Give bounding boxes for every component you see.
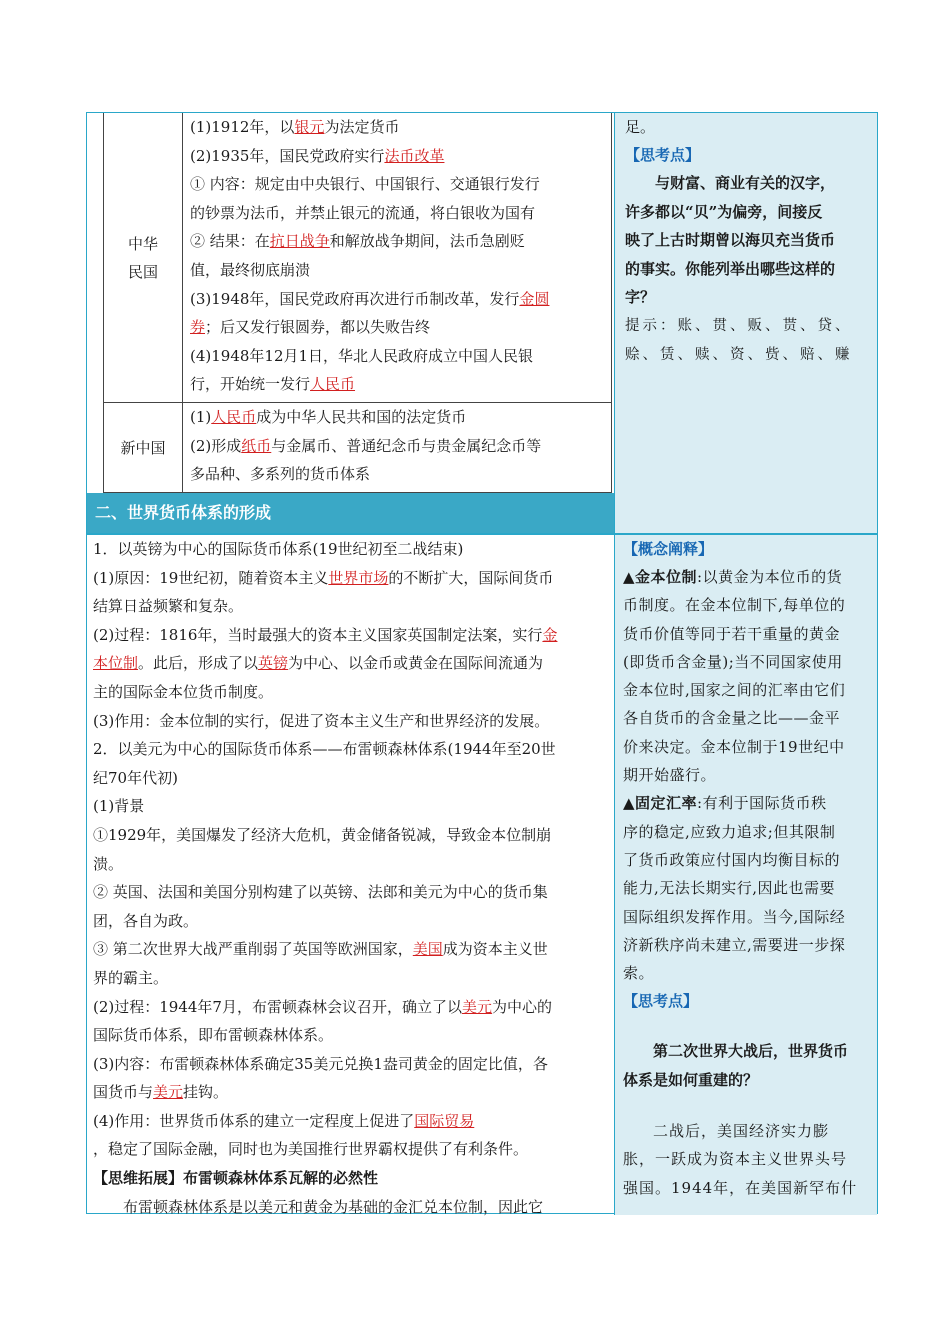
text-line: (3)1948年，国民党政府再次进行币制改革，发行金圆 [190,289,550,308]
text-line: (1)背景 [93,797,145,816]
text-line: (2)1935年，国民党政府实行法币改革 [190,146,445,165]
section-title: 二、世界货币体系的形成 [95,503,272,522]
text-line: 1．以英镑为中心的国际货币体系(19世纪初至二战结束) [93,540,464,558]
text-line: 界的霸主。 [93,968,169,987]
era-content-xinzhongguo [190,403,605,489]
era-content-zhonghua [190,113,605,399]
key-term: 本位制 [93,654,139,673]
text-line: ③ 第二次世界大战严重削弱了英国等欧洲国家，美国成为资本主义世 [93,940,548,959]
text-line: (3)作用：金本位制的实行，促进了资本主义生产和世界经济的发展。 [93,711,550,730]
thinking-expansion-heading: 【思维拓展】布雷顿森林体系瓦解的必然性 [93,1169,379,1188]
key-term: 人民币 [211,408,257,426]
text-line: ② 结果：在抗日战争和解放战争期间，法币急剧贬 [190,232,525,251]
currency-history-table-area [87,113,614,493]
text-line: (4)作用：世界货币体系的建立一定程度上促进了国际贸易 [93,1111,475,1130]
key-term: 美元 [153,1083,184,1102]
text-line: (3)内容：布雷顿森林体系确定35美元兑换1盎司黄金的固定比值，各 [93,1054,548,1073]
text-line: (2)过程：1944年7月，布雷顿森林会议召开，确立了以美元为中心的 [93,997,552,1016]
key-term: 金 [542,625,558,644]
era-label-line: 中华 [127,234,158,253]
text-line: (2)过程：1816年，当时最强大的资本主义国家英国制定法案，实行金 [93,625,558,644]
text-line: 结算日益频繁和复杂。 [93,597,244,616]
think-point-question: 与财富、商业有关的汉字， 许多都以“贝”为偏旁，间接反 映了上古时期曾以海贝充当货币 的事实。你能列举出哪些这样的 字？ [625,174,836,307]
think-point-tag: 【思考点】 [625,146,701,164]
concept-tag: 【概念阐释】 [623,540,714,558]
era-label-xinzhongguo: 新中国 [104,403,183,492]
key-term: 世界市场 [328,568,389,587]
table-row-zhonghua [104,113,611,403]
text-line: (1)人民币成为中华人民共和国的法定货币 [190,408,467,426]
key-term: 抗日战争 [269,232,330,251]
text-line: 团，各自为政。 [93,911,199,930]
text-line: 多品种、多系列的货币体系 [190,465,371,484]
concept-term: ▲固定汇率 [623,794,698,813]
section-header [87,493,877,533]
think-point-question: 第二次世界大战后，世界货币 体系是如何重建的？ [623,1042,849,1090]
text-line: (1)原因：19世纪初，随着资本主义世界市场的不断扩大，国际间货币 [93,568,554,587]
main-content [87,535,614,1215]
key-term: 纸币 [241,436,272,455]
text-line: 2．以美元为中心的国际货币体系——布雷顿森林体系(1944年至20世 [93,740,556,759]
currency-history-table [103,113,612,493]
key-term: 金圆 [519,289,550,308]
key-term: 银元 [294,118,325,136]
document-sheet [86,112,878,1214]
section-header-side [614,493,877,533]
key-term: 美元 [461,997,492,1016]
key-term: 人民币 [310,375,356,394]
concept-gold-standard: ▲金本位制:以黄金为本位币的货 币制度。在金本位制下,每单位的 货币价值等同于若干重量的黄金 (即货币含金量);当不同国家使用 金本位时,国家之间的汇率由它们 各自货币的含金量之比——金平 价来决定。金本位制于19世纪中 期开始盛行。 [623,568,846,785]
key-term: 法币改革 [384,146,445,165]
text-line: 行，开始统一发行人民币 [190,375,356,394]
text-line: 值，最终彻底崩溃 [190,260,311,279]
text-line: 国货币与美元挂钩。 [93,1083,229,1102]
concept-fixed-rate: ▲固定汇率:有利于国际货币秩 序的稳定,应致力追求;但其限制 了货币政策应付国内均衡目标的 能力,无法长期实行,因此也需要 国际组织发挥作用。当今,国际经 济新秩序尚未建立,需要进一步探 索。 [623,794,846,983]
text-line: 本位制。此后，形成了以英镑为中心、以金币或黄金在国际间流通为 [93,654,544,673]
text-line: ①1929年，美国爆发了经济大危机，黄金储备锐减，导致金本位制崩 [93,825,552,844]
text-line: (1)1912年，以银元为法定货币 [190,118,400,136]
era-label-zhonghua [104,113,183,402]
text-line: 足。 [625,118,656,136]
text-line: 国际货币体系，即布雷顿森林体系。 [93,1026,334,1045]
text-line: 纪70年代初) [93,768,178,787]
text-line: 主的国际金本位货币制度。 [93,682,274,701]
text-line: (2)形成纸币与金属币、普通纪念币与贵金属纪念币等 [190,436,542,455]
text-line: ① 内容：规定由中央银行、中国银行、交通银行发行 [190,175,540,194]
think-point-tag: 【思考点】 [623,992,699,1011]
key-term: 券 [190,318,206,337]
text-line: ，稳定了国际金融，同时也为美国推行世界霸权提供了有利条件。 [93,1140,529,1159]
text-line: ② 英国、法国和美国分别构建了以英镑、法郎和美元为中心的货币集 [93,883,548,902]
text-line: 的钞票为法币，并禁止银元的流通，将白银收为国有 [190,203,536,222]
think-point-hint: 提示：账、贯、贩、贳、贷、 赊、赁、赎、资、赀、赔、赚 [625,317,853,363]
key-term: 英镑 [258,654,289,673]
text-line: 布雷顿森林体系是以美元和黄金为基础的金汇兑本位制，因此它 [123,1197,544,1216]
concept-term: ▲金本位制 [623,568,698,586]
sidebar-top [614,113,877,493]
key-term: 国际贸易 [414,1111,475,1130]
text-line: 券；后又发行银圆券，都以失败告终 [190,318,431,337]
table-row-xinzhongguo [104,403,611,492]
text-line: 溃。 [93,854,124,873]
era-label-line: 民国 [127,262,158,281]
sidebar-bottom [614,535,877,1215]
key-term: 美国 [412,940,443,959]
text-line: (4)1948年12月1日，华北人民政府成立中国人民银 [190,346,534,365]
think-point-answer: 二战后，美国经济实力膨 胀，一跃成为资本主义世界头号 强国。1944年，在美国新罕布什 [623,1121,858,1197]
